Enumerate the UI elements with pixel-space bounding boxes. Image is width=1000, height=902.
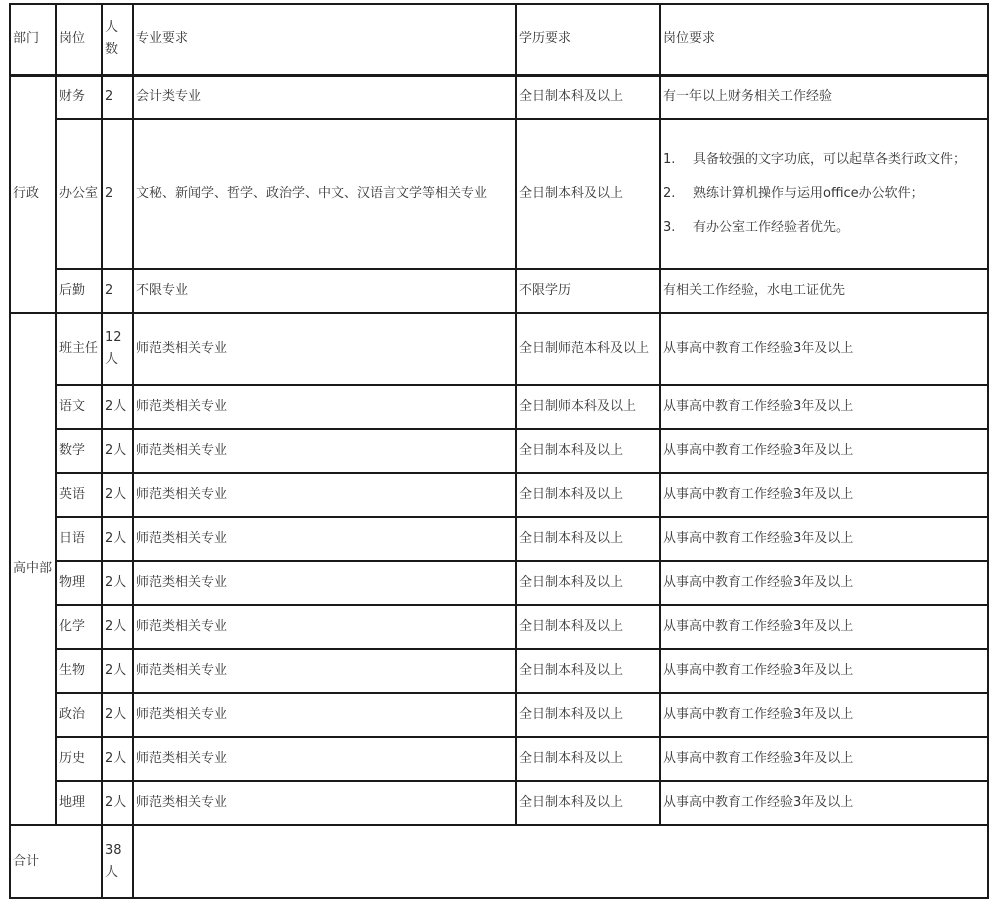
count-cell: 2人 [102, 429, 133, 473]
position-cell: 物理 [56, 561, 102, 605]
position-cell: 历史 [56, 737, 102, 781]
education-cell: 全日制师本科及以上 [516, 385, 660, 429]
header-row [10, 4, 988, 75]
major-cell: 文秘、新闻学、哲学、政治学、中文、汉语言文学等相关专业 [133, 119, 516, 269]
table-row [10, 693, 988, 737]
requirement-cell: 从事高中教育工作经验3年及以上 [660, 517, 988, 561]
count-cell: 2 [102, 75, 133, 119]
requirement-cell: 从事高中教育工作经验3年及以上 [660, 605, 988, 649]
total-count: 38人 [102, 825, 133, 898]
major-cell: 师范类相关专业 [133, 693, 516, 737]
position-cell: 语文 [56, 385, 102, 429]
requirement-cell: 有相关工作经验，水电工证优先 [660, 269, 988, 313]
requirement-item: 2. 熟练计算机操作与运用office办公软件； [663, 186, 924, 201]
count-cell: 2人 [102, 649, 133, 693]
position-cell: 政治 [56, 693, 102, 737]
table-row [10, 605, 988, 649]
requirement-cell: 有一年以上财务相关工作经验 [660, 75, 988, 119]
position-cell: 办公室 [56, 119, 102, 269]
count-cell: 2人 [102, 517, 133, 561]
header-requirement: 岗位要求 [660, 4, 988, 75]
education-cell: 全日制本科及以上 [516, 75, 660, 119]
major-cell: 师范类相关专业 [133, 737, 516, 781]
table-row [10, 561, 988, 605]
table-row [10, 385, 988, 429]
education-cell: 全日制本科及以上 [516, 561, 660, 605]
dept-cell-high-school: 高中部 [10, 313, 56, 825]
requirement-cell: 从事高中教育工作经验3年及以上 [660, 429, 988, 473]
position-cell: 地理 [56, 781, 102, 825]
header-dept: 部门 [10, 4, 56, 75]
major-cell: 不限专业 [133, 269, 516, 313]
major-cell: 师范类相关专业 [133, 605, 516, 649]
education-cell: 全日制师范本科及以上 [516, 313, 660, 385]
requirement-cell: 从事高中教育工作经验3年及以上 [660, 693, 988, 737]
count-cell: 2人 [102, 693, 133, 737]
education-cell: 全日制本科及以上 [516, 473, 660, 517]
table-row [10, 75, 988, 119]
table-row [10, 313, 988, 385]
major-cell: 师范类相关专业 [133, 429, 516, 473]
position-cell: 英语 [56, 473, 102, 517]
header-education: 学历要求 [516, 4, 660, 75]
major-cell: 师范类相关专业 [133, 561, 516, 605]
count-cell: 12人 [102, 313, 133, 385]
requirement-cell: 从事高中教育工作经验3年及以上 [660, 781, 988, 825]
education-cell: 全日制本科及以上 [516, 781, 660, 825]
table-row [10, 119, 988, 269]
requirement-cell: 从事高中教育工作经验3年及以上 [660, 385, 988, 429]
education-cell: 全日制本科及以上 [516, 649, 660, 693]
major-cell: 会计类专业 [133, 75, 516, 119]
dept-cell-admin: 行政 [10, 75, 56, 313]
education-cell: 不限学历 [516, 269, 660, 313]
total-row [10, 825, 988, 898]
count-cell: 2 [102, 119, 133, 269]
requirement-item: 1. 具备较强的文字功底，可以起草各类行政文件； [663, 152, 967, 167]
count-cell: 2人 [102, 737, 133, 781]
header-major: 专业要求 [133, 4, 516, 75]
position-cell: 化学 [56, 605, 102, 649]
education-cell: 全日制本科及以上 [516, 605, 660, 649]
table-row [10, 269, 988, 313]
count-cell: 2人 [102, 781, 133, 825]
requirement-cell: 从事高中教育工作经验3年及以上 [660, 561, 988, 605]
requirement-cell: 从事高中教育工作经验3年及以上 [660, 313, 988, 385]
count-cell: 2人 [102, 605, 133, 649]
position-cell: 班主任 [56, 313, 102, 385]
education-cell: 全日制本科及以上 [516, 737, 660, 781]
education-cell: 全日制本科及以上 [516, 119, 660, 269]
major-cell: 师范类相关专业 [133, 781, 516, 825]
table-row [10, 649, 988, 693]
major-cell: 师范类相关专业 [133, 313, 516, 385]
table-row [10, 737, 988, 781]
header-count: 人数 [102, 4, 133, 75]
major-cell: 师范类相关专业 [133, 473, 516, 517]
requirement-cell: 从事高中教育工作经验3年及以上 [660, 473, 988, 517]
major-cell: 师范类相关专业 [133, 385, 516, 429]
major-cell: 师范类相关专业 [133, 517, 516, 561]
total-label: 合计 [10, 825, 102, 898]
count-cell: 2人 [102, 385, 133, 429]
education-cell: 全日制本科及以上 [516, 693, 660, 737]
requirement-cell: 从事高中教育工作经验3年及以上 [660, 649, 988, 693]
total-blank-cell [133, 825, 988, 898]
header-position: 岗位 [56, 4, 102, 75]
table-row [10, 473, 988, 517]
requirement-cell-list [660, 119, 988, 269]
position-cell: 财务 [56, 75, 102, 119]
count-cell: 2人 [102, 561, 133, 605]
position-cell: 日语 [56, 517, 102, 561]
count-cell: 2人 [102, 473, 133, 517]
major-cell: 师范类相关专业 [133, 649, 516, 693]
position-cell: 后勤 [56, 269, 102, 313]
table-row [10, 781, 988, 825]
education-cell: 全日制本科及以上 [516, 517, 660, 561]
table-row [10, 517, 988, 561]
count-cell: 2 [102, 269, 133, 313]
table-row [10, 429, 988, 473]
requirement-cell: 从事高中教育工作经验3年及以上 [660, 737, 988, 781]
recruitment-table [9, 3, 989, 899]
position-cell: 数学 [56, 429, 102, 473]
requirement-item: 3. 有办公室工作经验者优先。 [663, 220, 850, 235]
position-cell: 生物 [56, 649, 102, 693]
education-cell: 全日制本科及以上 [516, 429, 660, 473]
